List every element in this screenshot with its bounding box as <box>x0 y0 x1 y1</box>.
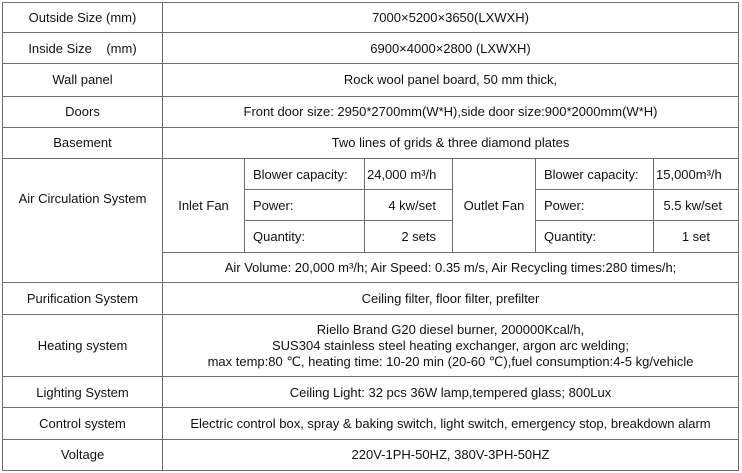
heating-line-2: SUS304 stainless steel heating exchanger, argon arc welding; <box>272 337 629 353</box>
doors-value: Front door size: 2950*2700mm(W*H),side door size:900*2000mm(W*H) <box>163 96 739 127</box>
inside-size-label: Inside Size (mm) <box>3 33 163 64</box>
heating-line-1: Riello Brand G20 diesel burner, 200000Kcal/h, <box>316 321 585 337</box>
outlet-quantity-label: Quantity: <box>536 221 654 252</box>
row-inside-size <box>3 33 739 64</box>
outlet-quantity-value: 1 set <box>654 221 739 252</box>
outside-size-value: 7000×5200×3650(LXWXH) <box>163 3 739 33</box>
inlet-quantity-label: Quantity: <box>245 221 365 252</box>
air-summary-value: Air Volume: 20,000 m³/h; Air Speed: 0.35 m/s, Air Recycling times:280 times/h; <box>163 252 739 282</box>
inlet-power-value: 4 kw/set <box>365 190 453 221</box>
inside-size-value: 6900×4000×2800 (LXWXH) <box>163 33 739 64</box>
voltage-value: 220V-1PH-50HZ, 380V-3PH-50HZ <box>163 439 739 470</box>
outside-size-label: Outside Size (mm) <box>3 3 163 33</box>
outlet-blower-value: 15,000m³/h <box>654 158 739 189</box>
wall-panel-value: Rock wool panel board, 50 mm thick, <box>163 64 739 96</box>
doors-label: Doors <box>3 96 163 127</box>
inlet-blower-value: 24,000 m³/h <box>365 158 453 189</box>
heating-line-3: max temp:80 ℃, heating time: 10-20 min (20-60 ℃),fuel consumption:4-5 kg/vehicle <box>207 353 694 369</box>
outlet-power-label: Power: <box>536 190 654 221</box>
row-purification <box>3 282 739 314</box>
control-label: Control system <box>3 408 163 439</box>
inlet-quantity-value: 2 sets <box>365 221 453 252</box>
row-voltage <box>3 439 739 470</box>
row-doors <box>3 96 739 127</box>
row-outside-size <box>3 3 739 33</box>
heating-value <box>163 314 739 376</box>
outlet-fan-label: Outlet Fan <box>453 158 536 252</box>
inlet-blower-label: Blower capacity: <box>245 158 365 189</box>
outlet-blower-label: Blower capacity: <box>536 158 654 189</box>
row-control <box>3 408 739 439</box>
purification-label: Purification System <box>3 282 163 314</box>
air-circulation-label: Air Circulation System <box>3 158 163 282</box>
voltage-label: Voltage <box>3 439 163 470</box>
specification-table <box>2 2 739 471</box>
purification-value: Ceiling filter, floor filter, prefilter <box>163 282 739 314</box>
row-lighting <box>3 377 739 408</box>
basement-label: Basement <box>3 127 163 158</box>
control-value: Electric control box, spray & baking switch, light switch, emergency stop, breakdown alarm <box>163 408 739 439</box>
inlet-power-label: Power: <box>245 190 365 221</box>
inlet-fan-label: Inlet Fan <box>163 158 245 252</box>
row-heating <box>3 314 739 376</box>
basement-value: Two lines of grids & three diamond plates <box>163 127 739 158</box>
row-basement <box>3 127 739 158</box>
wall-panel-label: Wall panel <box>3 64 163 96</box>
lighting-label: Lighting System <box>3 377 163 408</box>
row-wall-panel <box>3 64 739 96</box>
outlet-power-value: 5.5 kw/set <box>654 190 739 221</box>
lighting-value: Ceiling Light: 32 pcs 36W lamp,tempered glass; 800Lux <box>163 377 739 408</box>
heating-label: Heating system <box>3 314 163 376</box>
row-air-blower <box>3 158 739 189</box>
